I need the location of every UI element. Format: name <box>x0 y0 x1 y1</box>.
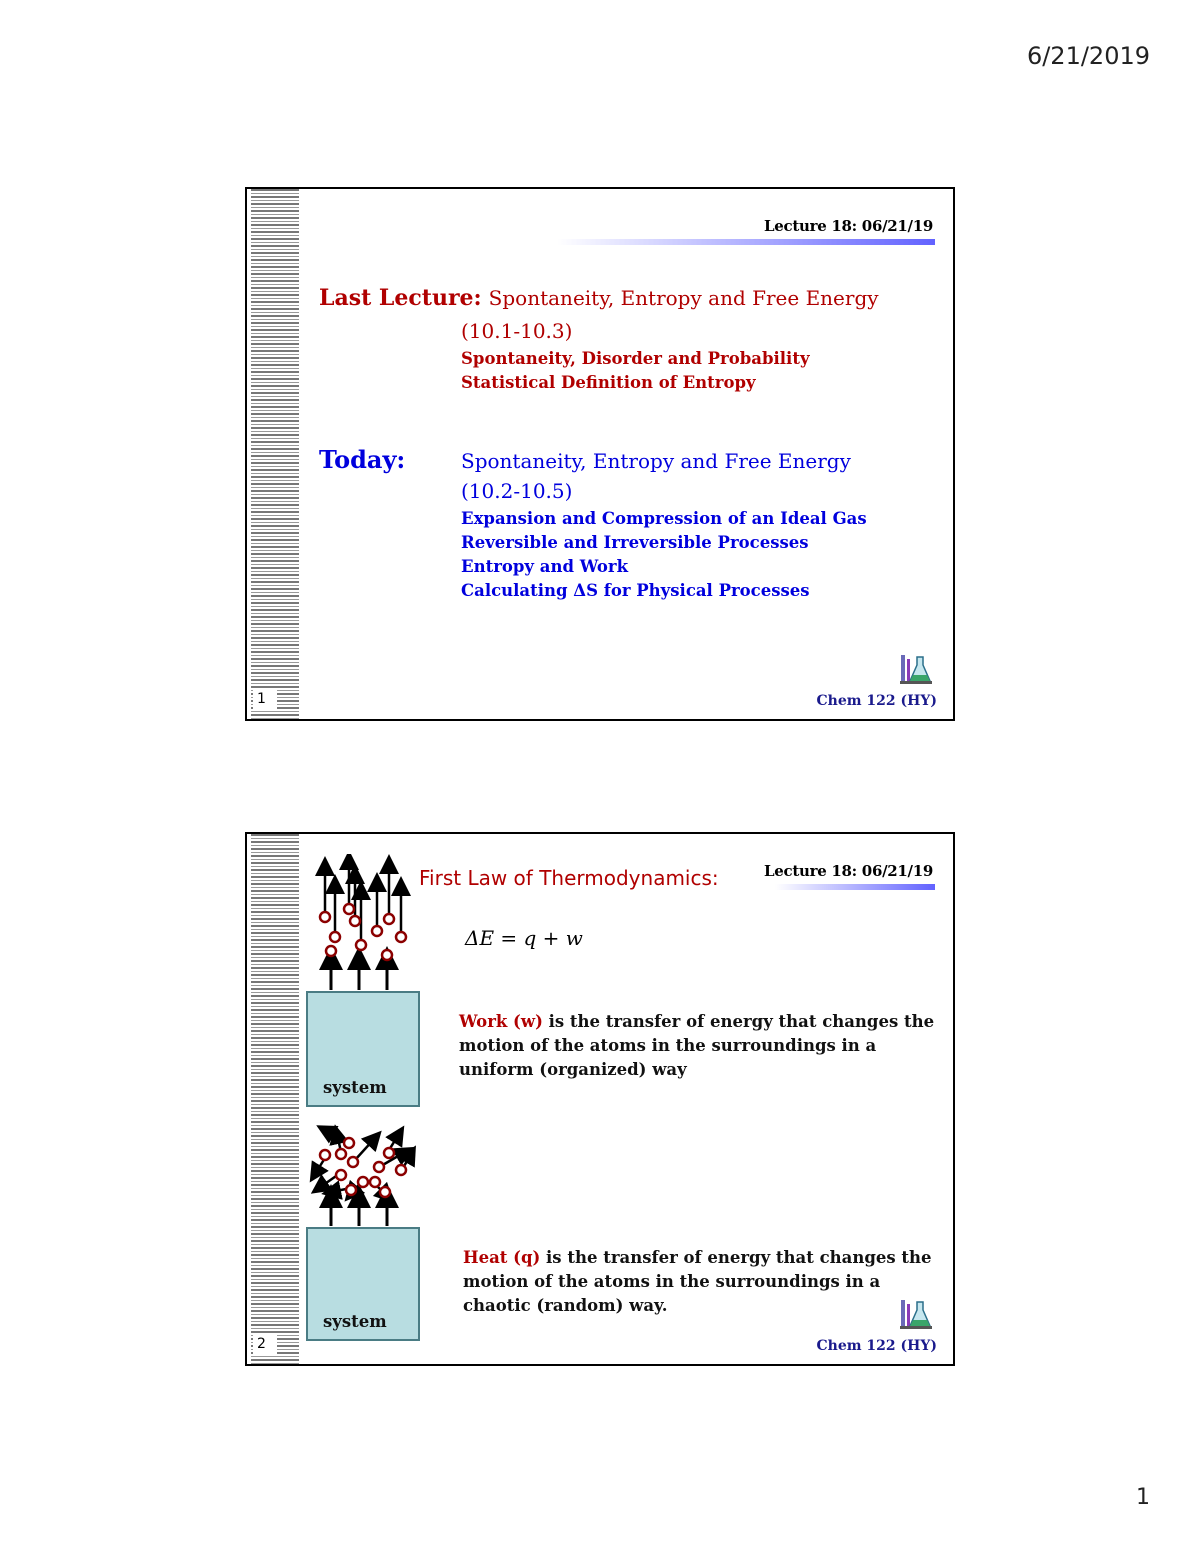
page-date: 6/21/2019 <box>1026 42 1150 70</box>
slide-1 <box>245 187 955 721</box>
topic-item: Statistical Definition of Entropy <box>461 373 756 392</box>
last-lecture-heading: Last Lecture: Spontaneity, Entropy and Free Energy <box>319 285 879 311</box>
last-lecture-topics <box>461 347 810 395</box>
decorative-barcode <box>251 834 299 1364</box>
topic-item: Calculating ΔS for Physical Processes <box>461 581 810 600</box>
slide-number: 2 <box>253 1334 277 1354</box>
header-rule <box>557 239 935 245</box>
today-topics <box>461 507 867 603</box>
flask-icon <box>899 653 933 685</box>
topic-item: Expansion and Compression of an Ideal Gas <box>461 509 867 528</box>
course-footer: Chem 122 (HY) <box>816 1338 937 1354</box>
page-number: 1 <box>1136 1485 1150 1510</box>
header-rule <box>775 884 935 890</box>
today-title: Spontaneity, Entropy and Free Energy <box>461 449 851 473</box>
slide-2 <box>245 832 955 1366</box>
last-lecture-range: (10.1-10.3) <box>461 319 573 343</box>
topic-item: Entropy and Work <box>461 557 629 576</box>
today-heading: Today: <box>319 445 406 474</box>
work-definition: Work (w) is the transfer of energy that changes the motion of the atoms in the surroundings in a uniform (organized) way <box>459 1012 935 1079</box>
slide-title: First Law of Thermodynamics: <box>419 866 719 890</box>
flask-icon <box>899 1298 933 1330</box>
system-label-top: system <box>323 1078 387 1097</box>
topic-item: Reversible and Irreversible Processes <box>461 533 809 552</box>
heat-definition: Heat (q) is the transfer of energy that changes the motion of the atoms in the surroundings in a chaotic (random) way. <box>463 1248 932 1315</box>
lecture-label: Lecture 18: 06/21/19 <box>764 217 933 235</box>
thermo-diagram <box>303 854 423 1354</box>
slide-number: 1 <box>253 689 277 709</box>
lecture-label: Lecture 18: 06/21/19 <box>764 862 933 880</box>
first-law-equation: ΔE = q + w <box>465 926 583 950</box>
decorative-barcode <box>251 189 299 719</box>
today-range: (10.2-10.5) <box>461 479 573 503</box>
topic-item: Spontaneity, Disorder and Probability <box>461 349 810 368</box>
system-label-bottom: system <box>323 1312 387 1331</box>
course-footer: Chem 122 (HY) <box>816 693 937 709</box>
